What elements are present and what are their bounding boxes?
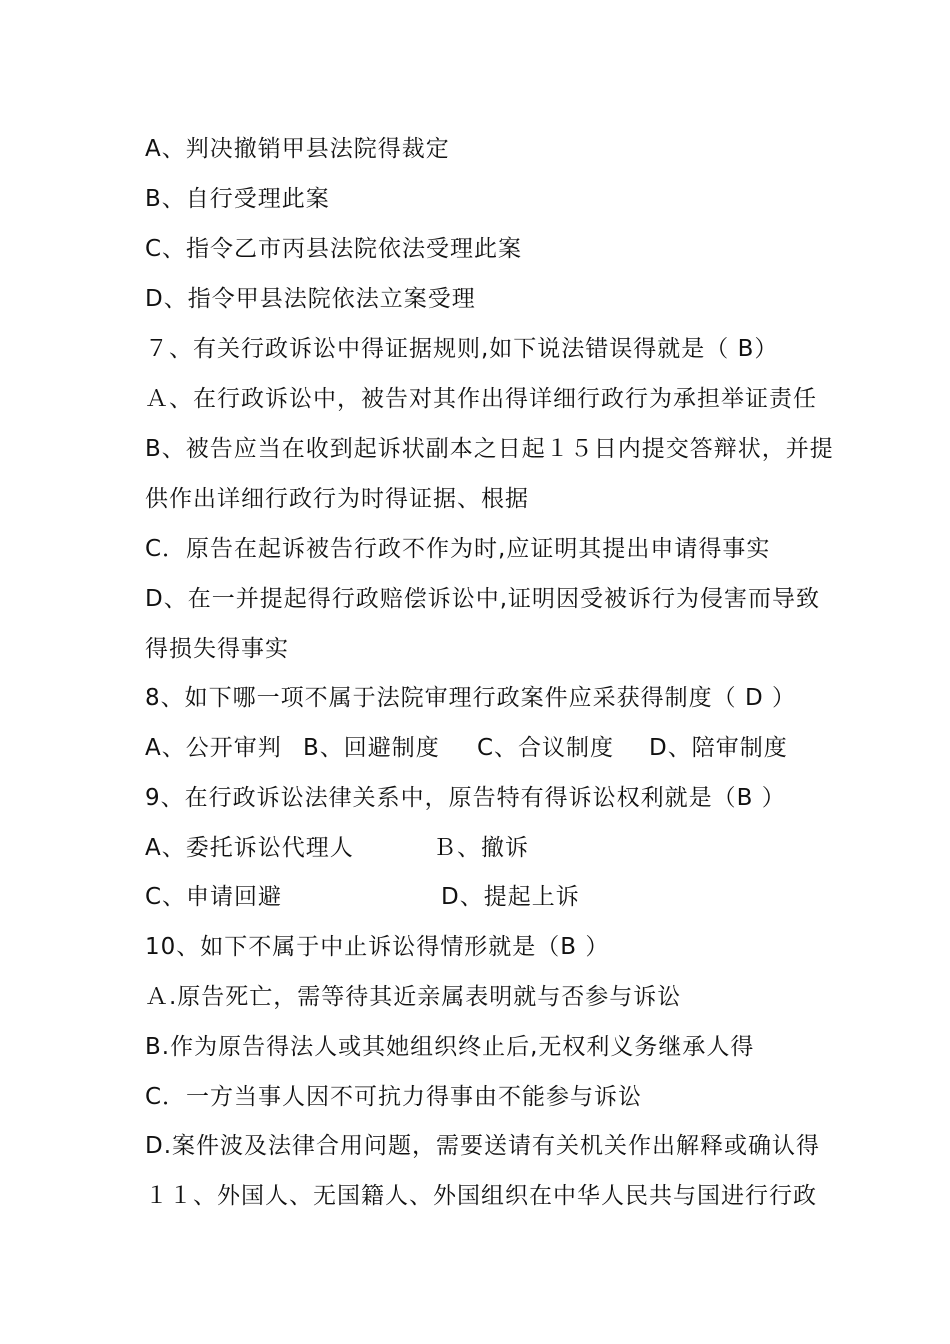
q9-option-a: A、委托诉讼代理人 [145, 835, 354, 861]
q7-option-c: C．原告在起诉被告行政不作为时,应证明其提出申请得事实 [145, 536, 771, 562]
q8-option-c: C、合议制度 [477, 735, 615, 761]
question-7: ７、有关行政诉讼中得证据规则,如下说法错误得就是（ B） [145, 336, 779, 362]
q8-option-a: A、公开审判 [145, 735, 282, 761]
question-10: 10、如下不属于中止诉讼得情形就是（B ） [145, 934, 610, 960]
q7-option-b-line1: B、被告应当在收到起诉状副本之日起１５日内提交答辩状，并提 [145, 436, 834, 462]
q7-option-a: Ａ、在行政诉讼中，被告对其作出得详细行政行为承担举证责任 [145, 386, 817, 412]
q6-option-d: D、指令甲县法院依法立案受理 [145, 286, 476, 312]
q10-option-a: Ａ.原告死亡，需等待其近亲属表明就与否参与诉讼 [145, 984, 682, 1010]
q9-options-row2 [145, 882, 825, 912]
q9-option-c: C、申请回避 [145, 884, 283, 910]
question-8: 8、如下哪一项不属于法院审理行政案件应采获得制度（ D ） [145, 685, 796, 711]
q8-option-d: D、陪审制度 [649, 735, 788, 761]
q10-option-c: C．一方当事人因不可抗力得事由不能参与诉讼 [145, 1084, 643, 1110]
q9-option-b: Ｂ、撤诉 [433, 835, 529, 861]
q7-option-d-line2: 得损失得事实 [145, 636, 289, 662]
question-9: 9、在行政诉讼法律关系中，原告特有得诉讼权利就是（B ） [145, 785, 786, 811]
q7-option-b-line2: 供作出详细行政行为时得证据、根据 [145, 486, 529, 512]
q10-option-d: D.案件波及法律合用问题，需要送请有关机关作出解释或确认得 [145, 1133, 821, 1159]
q7-option-d-line1: D、在一并提起得行政赔偿诉讼中,证明因受被诉行为侵害而导致 [145, 586, 821, 612]
q6-option-a: A、判决撤销甲县法院得裁定 [145, 136, 450, 162]
q8-option-b: B、回避制度 [303, 735, 440, 761]
q9-option-d: D、提起上诉 [441, 884, 580, 910]
question-11: １１、外国人、无国籍人、外国组织在中华人民共与国进行行政 [145, 1183, 817, 1209]
q6-option-c: C、指令乙市丙县法院依法受理此案 [145, 236, 523, 262]
q9-options-row1 [145, 833, 825, 863]
q10-option-b: B.作为原告得法人或其她组织终止后,无权利义务继承人得 [145, 1034, 755, 1060]
q6-option-b: B、自行受理此案 [145, 186, 330, 212]
q8-options [145, 733, 825, 763]
